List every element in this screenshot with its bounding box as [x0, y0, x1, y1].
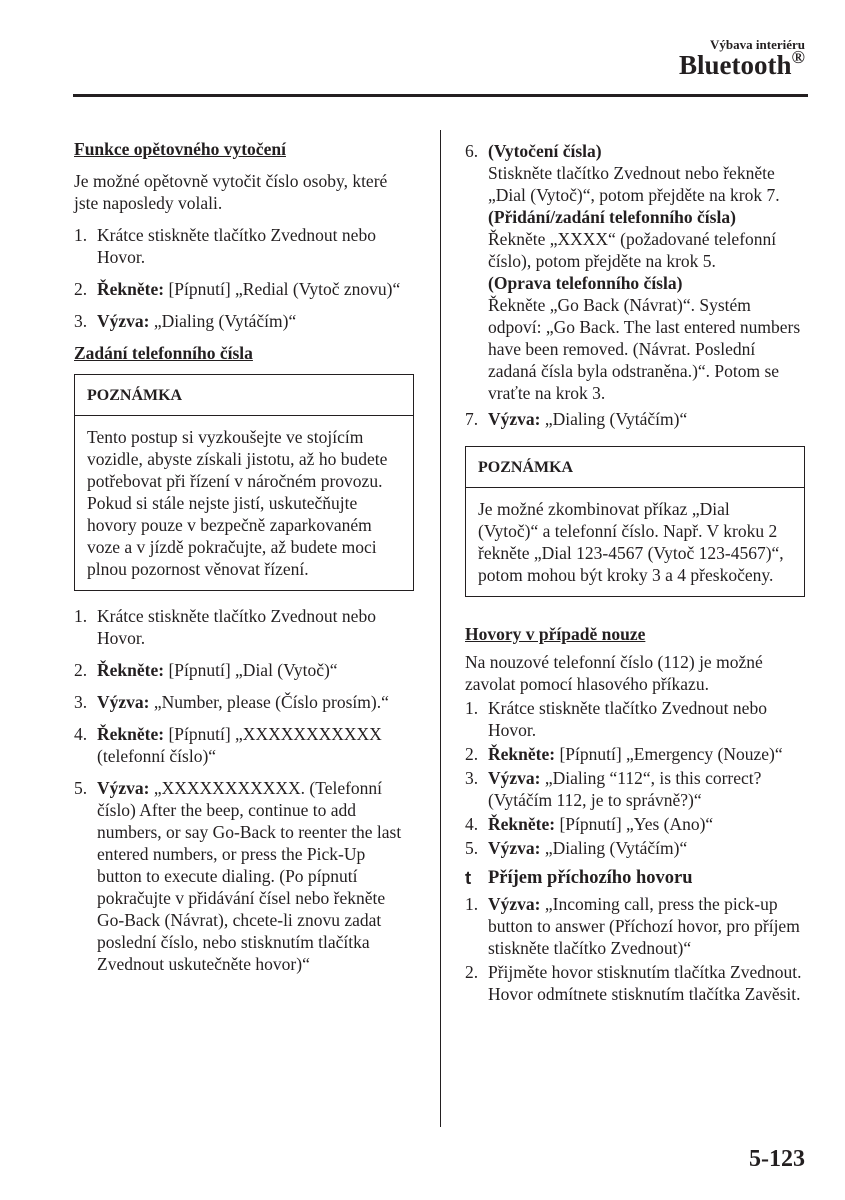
step-keyword: Řekněte:	[97, 279, 165, 299]
redial-step-3	[74, 310, 414, 332]
step-text	[97, 659, 414, 681]
option-dial-heading: (Vytočení čísla)	[488, 141, 602, 161]
step-body: „Dialing (Vytáčím)“	[540, 409, 688, 429]
step-text: Krátce stiskněte tlačítko Zvednout nebo Hovor.	[97, 225, 376, 267]
step-number: 5.	[465, 838, 479, 858]
step-keyword: Řekněte:	[488, 814, 556, 834]
step-text	[97, 691, 414, 713]
step-text	[97, 723, 414, 767]
step-body: [Pípnutí] „Dial (Vytoč)“	[164, 660, 338, 680]
step-number: 4.	[465, 814, 479, 834]
note-box	[74, 374, 414, 591]
step-body: [Pípnutí] „Yes (Ano)“	[555, 814, 714, 834]
step-body: „Dialing “112“, is this correct? (Vytáčím 112, je to správně?)“	[488, 768, 762, 810]
step-number: 3.	[74, 311, 88, 331]
note-title: POZNÁMKA	[75, 375, 413, 416]
entry-step-5	[74, 777, 414, 975]
step-keyword: Řekněte:	[488, 744, 556, 764]
step-number: 1.	[74, 225, 88, 245]
step-text	[488, 837, 805, 859]
entry-step-6	[465, 140, 805, 404]
emergency-step-2	[465, 743, 805, 765]
entry-step-7	[465, 408, 805, 430]
step-keyword: Výzva:	[488, 838, 541, 858]
incoming-step-1	[465, 893, 805, 959]
step-body: „XXXXXXXXXXX. (Telefonní číslo) After the beep, continue to add numbers, or say Go-Back to reenter the last entered numbers, or press the Pick-Up button to execute dialing. (Po pípnutí pokračujte v přidávání čísel nebo řekněte Go-Back (Návrat), chcete-li znovu zadat poslední číslo, nebo stisknutím tlačítka Zvednout uskutečněte hovor)“	[97, 778, 402, 974]
emergency-intro: Na nouzové telefonní číslo (112) je možné zavolat pomocí hlasového příkazu.	[465, 652, 763, 694]
redial-step-2	[74, 278, 414, 300]
step-text	[97, 310, 414, 332]
entry-step-3	[74, 691, 414, 713]
option-dial-text: Stiskněte tlačítko Zvednout nebo řekněte „Dial (Vytoč)“, potom přejděte na krok 7.	[488, 163, 780, 205]
emergency-step-4	[465, 813, 805, 835]
column-divider	[440, 130, 441, 1127]
step-body: „Dialing (Vytáčím)“	[540, 838, 688, 858]
step-number: 3.	[74, 692, 88, 712]
option-correct-heading: (Oprava telefonního čísla)	[488, 273, 683, 293]
step-number: 2.	[74, 279, 88, 299]
step-number: 4.	[74, 724, 88, 744]
step-keyword: Výzva:	[97, 778, 150, 798]
step-text	[488, 893, 805, 959]
section-marker: t	[465, 867, 472, 888]
step-keyword: Výzva:	[97, 692, 150, 712]
note-text: Je možné zkombinovat příkaz „Dial (Vytoč)“ a telefonní číslo. Např. V kroku 2 řekněte „Dial 123-4567 (Vytoč 123-4567)“, potom mohou být kroky 3 a 4 přeskočeny.	[478, 499, 784, 585]
left-column	[74, 138, 414, 985]
step-body: [Pípnutí] „Emergency (Nouze)“	[555, 744, 783, 764]
registered-mark: ®	[791, 47, 805, 67]
step-text: Krátce stiskněte tlačítko Zvednout nebo Hovor.	[97, 606, 376, 648]
step-text	[488, 140, 805, 404]
reject-call-text: Hovor odmítnete stisknutím tlačítka Zavěsit.	[488, 984, 801, 1004]
incoming-step-2	[465, 961, 805, 1005]
option-add-heading: (Přidání/zadání telefonního čísla)	[488, 207, 736, 227]
step-text	[97, 777, 414, 975]
step-number: 7.	[465, 409, 479, 429]
emergency-heading: Hovory v případě nouze	[465, 624, 646, 644]
step-text	[97, 278, 414, 300]
step-text	[488, 961, 805, 1005]
step-body: „Dialing (Vytáčím)“	[149, 311, 297, 331]
entry-step-4	[74, 723, 414, 767]
step-text	[488, 743, 805, 765]
step-number: 3.	[465, 768, 479, 788]
step-keyword: Řekněte:	[97, 724, 165, 744]
right-column	[465, 140, 805, 1005]
step-body: Přijměte hovor stisknutím tlačítka Zvednout.	[488, 962, 802, 982]
redial-heading: Funkce opětovného vytočení	[74, 139, 286, 159]
step-body: [Pípnutí] „XXXXXXXXXXX (telefonní číslo)“	[97, 724, 382, 766]
step-keyword: Výzva:	[97, 311, 150, 331]
option-correct-text: Řekněte „Go Back (Návrat)“. Systém odpoví: „Go Back. The last entered numbers have been removed. (Návrat. Poslední zadaná čísla byla odstraněna.)“. Potom se vraťte na krok 3.	[488, 295, 801, 403]
option-add-text: Řekněte „XXXX“ (požadované telefonní číslo), potom přejděte na krok 5.	[488, 229, 777, 271]
step-number: 1.	[465, 894, 479, 914]
step-keyword: Výzva:	[488, 894, 541, 914]
note-box	[465, 446, 805, 597]
page-number: 5-123	[749, 1146, 805, 1172]
emergency-step-3	[465, 767, 805, 811]
step-number: 6.	[465, 141, 479, 161]
note-text: Tento postup si vyzkoušejte ve stojícím vozidle, abyste získali jistotu, až ho budete potřebovat při řízení v náročném provozu. Pokud si stále nejste jistí, uskutečňujte hovory pouze v bezpečně zaparkovaném voze a v jízdě pokračujte, až budete moci plnou pozornost věnovat řízení.	[87, 427, 388, 579]
emergency-step-5	[465, 837, 805, 859]
entry-heading: Zadání telefonního čísla	[74, 343, 253, 363]
step-number: 2.	[74, 660, 88, 680]
step-number: 5.	[74, 778, 88, 798]
step-text	[488, 408, 805, 430]
page-title-text: Bluetooth	[679, 50, 792, 80]
step-keyword: Řekněte:	[97, 660, 165, 680]
header-rule	[73, 94, 808, 97]
entry-step-1	[74, 605, 414, 649]
step-number: 1.	[465, 698, 479, 718]
step-text	[488, 813, 805, 835]
step-body: „Number, please (Číslo prosím).“	[149, 692, 389, 712]
entry-step-2	[74, 659, 414, 681]
step-keyword: Výzva:	[488, 409, 541, 429]
emergency-step-1	[465, 697, 805, 741]
step-text	[488, 767, 805, 811]
redial-step-1	[74, 224, 414, 268]
page-title	[679, 47, 805, 80]
step-number: 2.	[465, 744, 479, 764]
incoming-heading-text: Příjem příchozího hovoru	[488, 868, 693, 888]
section-label: Výbava interiéru	[710, 37, 805, 52]
step-body: [Pípnutí] „Redial (Vytoč znovu)“	[164, 279, 401, 299]
step-text: Krátce stiskněte tlačítko Zvednout nebo Hovor.	[488, 698, 767, 740]
step-body: „Incoming call, press the pick-up button to answer (Příchozí hovor, pro příjem stiskněte tlačítko Zvednout)“	[488, 894, 800, 958]
step-number: 2.	[465, 962, 479, 982]
step-keyword: Výzva:	[488, 768, 541, 788]
redial-intro: Je možné opětovně vytočit číslo osoby, které jste naposledy volali.	[74, 171, 388, 213]
step-number: 1.	[74, 606, 88, 626]
note-title: POZNÁMKA	[466, 447, 804, 488]
incoming-heading	[465, 867, 805, 889]
